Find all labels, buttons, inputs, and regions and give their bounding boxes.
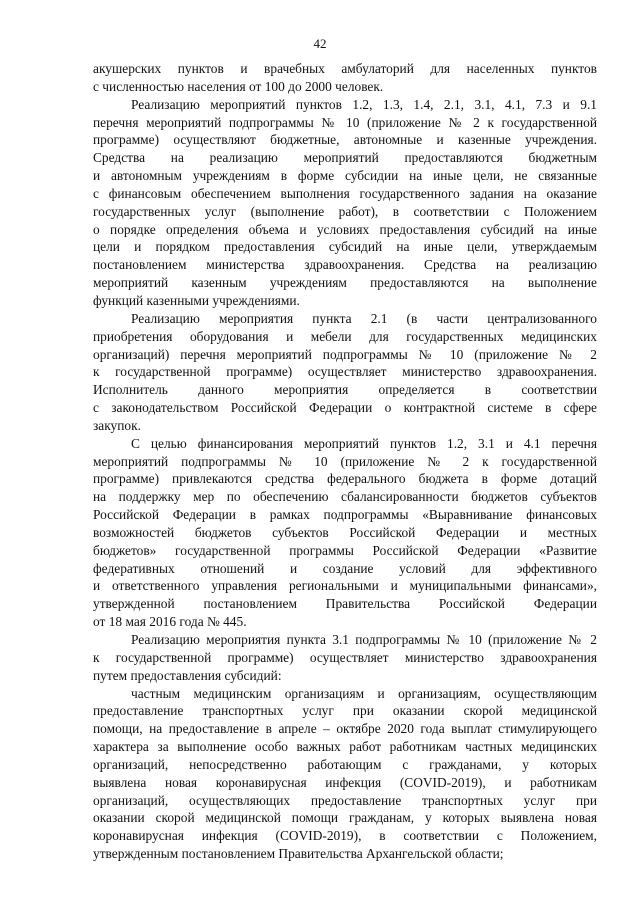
text-line: предоставление транспортных услуг при оказании скорой медицинской (93, 703, 597, 719)
text-line: коронавирусная инфекция (COVID-2019), в соответствии с Положением, (93, 828, 597, 844)
text-line: мероприятий казенным учреждениям предоставляются на выполнение (93, 275, 597, 291)
text-line: от 18 мая 2016 года № 445. (93, 614, 247, 630)
text-line: путем предоставления субсидий: (93, 667, 282, 683)
text-line: частным медицинским организациям и организациям, осуществляющим (131, 685, 597, 701)
paragraph (93, 631, 597, 685)
text-line: и автономным учреждениям в форме субсидии на иные цели, не связанные (93, 168, 597, 184)
text-line: организаций) перечня мероприятий подпрограммы № 10 (приложение № 2 (93, 346, 597, 362)
paragraph (93, 310, 597, 435)
text-line: программе) осуществляют бюджетные, автономные и казенные учреждения. (93, 132, 597, 148)
paragraph (93, 685, 597, 863)
text-line: выявлена новая коронавирусная инфекция (COVID-2019), и работникам (93, 774, 597, 790)
text-line: бюджетов» государственной программы Российской Федерации «Развитие (93, 542, 597, 558)
text-line: программе) привлекаются средства федерального бюджета в форме дотаций (93, 471, 597, 487)
text-line: постановлением министерства здравоохранения. Средства на реализацию (93, 257, 597, 273)
text-line: Реализацию мероприятий пунктов 1.2, 1.3, 1.4, 2.1, 3.1, 4.1, 7.3 и 9.1 (131, 96, 597, 112)
text-line: Исполнитель данного мероприятия определяется в соответствии (93, 382, 597, 398)
text-line: утвержденной постановлением Правительства Российской Федерации (93, 596, 597, 612)
text-line: характера за выполнение особо важных работ работникам частных медицинских (93, 739, 597, 755)
text-line: функций казенными учреждениями. (93, 292, 300, 308)
document-body (93, 60, 597, 863)
text-line: приобретения оборудования и мебели для государственных медицинских (93, 328, 597, 344)
text-line: возможностей бюджетов субъектов Российской Федерации и местных (93, 524, 597, 540)
text-line: на поддержку мер по обеспечению сбалансированности бюджетов субъектов (93, 489, 597, 505)
text-line: государственных услуг (выполнение работ), в соответствии с Положением (93, 203, 597, 219)
text-line: с законодательством Российской Федерации о контрактной системе в сфере (93, 400, 597, 416)
text-line: к государственной программе) осуществляет министерство здравоохранения. (93, 364, 597, 380)
text-line: с численностью населения от 100 до 2000 человек. (93, 78, 384, 94)
text-line: Средства на реализацию мероприятий предоставляются бюджетным (93, 150, 597, 166)
paragraph (93, 96, 597, 310)
text-line: к государственной программе) осуществляет министерство здравоохранения (93, 649, 597, 665)
text-line: оказании скорой медицинской помощи гражданам, у которых выявлена новая (93, 810, 597, 826)
text-line: Реализацию мероприятия пункта 2.1 (в части централизованного (131, 310, 597, 326)
text-line: цели и порядком предоставления субсидий на иные цели, утверждаемым (93, 239, 597, 255)
text-line: Российской Федерации в рамках подпрограммы «Выравнивание финансовых (93, 507, 597, 523)
text-line: утвержденным постановлением Правительства Архангельской области; (93, 846, 504, 862)
text-line: перечня мероприятий подпрограммы № 10 (приложение № 2 к государственной (93, 114, 597, 130)
text-line: Реализацию мероприятия пункта 3.1 подпрограммы № 10 (приложение № 2 (131, 632, 597, 647)
text-line: акушерских пунктов и врачебных амбулаторий для населенных пунктов (93, 61, 597, 76)
text-line: мероприятий подпрограммы № 10 (приложение № 2 к государственной (93, 453, 597, 469)
text-line: закупок. (93, 417, 141, 433)
page-number: 42 (313, 36, 327, 51)
text-line: организаций, осуществляющих предоставление транспортных услуг при (93, 792, 597, 808)
paragraph (93, 60, 597, 96)
text-line: С целью финансирования мероприятий пунктов 1.2, 3.1 и 4.1 перечня (131, 435, 597, 451)
text-line: федеративных отношений и создание условий для эффективного (93, 560, 597, 576)
text-line: и ответственного управления региональными и муниципальными финансами», (93, 578, 597, 594)
paragraph (93, 435, 597, 631)
text-line: с финансовым обеспечением выполнения государственного задания на оказание (93, 185, 597, 201)
text-line: помощи, на предоставление в апреле – октябре 2020 года выплат стимулирующего (93, 721, 597, 737)
text-line: о порядке определения объема и условиях предоставления субсидий на иные (93, 221, 597, 237)
text-line: организаций, непосредственно работающим с гражданами, у которых (93, 756, 597, 772)
